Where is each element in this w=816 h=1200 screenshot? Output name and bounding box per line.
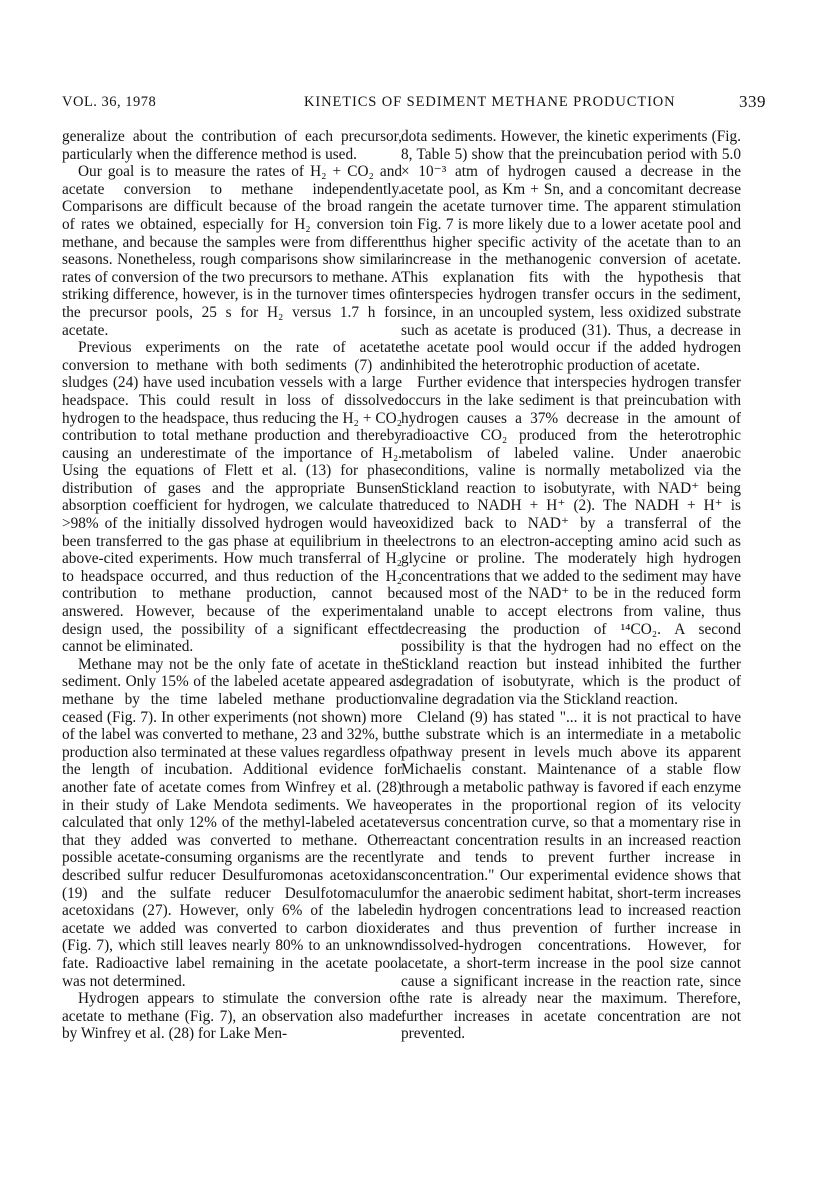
paragraph-continued: generalize about the contribution of each precursor, particularly when the difference method is used. bbox=[62, 128, 402, 163]
paragraph: Further evidence that interspecies hydrogen transfer occurs in the lake sediment is that preincubation with hydrogen causes a 37% decrease in the amount of radioactive CO₂ produced from the heterotrophic metabolism of labeled valine. Under anaerobic conditions, valine is normally metabolized via the Stickland reaction to isobutyrate, with NAD⁺ being reduced to NADH + H⁺ (2). The NADH + H⁺ is oxidized back to NAD⁺ by a transferral of the electrons to an electron-accepting amino acid such as glycine or proline. The moderately high hydrogen concentrations that we added to the sediment may have caused most of the NAD⁺ to be in the reduced form and unable to accept electrons from valine, thus decreasing the production of ¹⁴CO₂. A second possibility is that the hydrogen had no effect on the Stickland reaction but instead inhibited the further degradation of isobutyrate, which is the product of valine degradation via the Stickland reaction. bbox=[401, 374, 741, 708]
running-header bbox=[62, 94, 766, 118]
volume-label: VOL. 36, 1978 bbox=[62, 94, 157, 110]
left-column bbox=[62, 128, 402, 1043]
paragraph: Methane may not be the only fate of acetate in the sediment. Only 15% of the labeled acetate appeared as methane by the time labeled methane production ceased (Fig. 7). In other experiments (not shown) more of the label was converted to methane, 23 and 32%, but production also terminated at these values regardless of the length of incubation. Additional evidence for another fate of acetate comes from Winfrey et al. (28) in their study of Lake Mendota sediments. We have calculated that only 12% of the methyl-labeled acetate that they added was converted to methane. Other possible acetate-consuming organisms are the recently described sulfur reducer Desulfuromonas acetoxidans (19) and the sulfate reducer Desulfotomaculum acetoxidans (27). However, only 6% of the labeled acetate we added was converted to carbon dioxide (Fig. 7), which still leaves nearly 80% to an unknown fate. Radioactive label remaining in the acetate pool was not determined. bbox=[62, 655, 402, 990]
right-column bbox=[401, 128, 741, 1043]
paragraph: Our goal is to measure the rates of H₂ + CO₂ and acetate conversion to methane independently. Comparisons are difficult because of the broad range of rates we obtained, especially for H₂ conversion to methane, and because the samples were from different seasons. Nonetheless, rough comparisons show similar rates of conversion of the two precursors to methane. A striking difference, however, is in the turnover times of the precursor pools, 25 s for H₂ versus 1.7 h for acetate. bbox=[62, 163, 402, 339]
paragraph-continued: dota sediments. However, the kinetic experiments (Fig. 8, Table 5) show that the preincubation period with 5.0 × 10⁻³ atm of hydrogen caused a decrease in the acetate pool, as Km + Sn, and a concomitant decrease in the acetate turnover time. The apparent stimulation in Fig. 7 is more likely due to a lower acetate pool and thus higher specific activity of the acetate than to an increase in the methanogenic conversion of acetate. This explanation fits with the hypothesis that interspecies hydrogen transfer occurs in the sediment, since, in an uncoupled system, less oxidized substrate such as acetate is produced (31). Thus, a decrease in the acetate pool would occur if the added hydrogen inhibited the heterotrophic production of acetate. bbox=[401, 128, 741, 374]
running-title: KINETICS OF SEDIMENT METHANE PRODUCTION bbox=[304, 94, 676, 110]
paragraph: Cleland (9) has stated "... it is not practical to have the substrate which is an intermediate in a metabolic pathway present in levels much above its apparent Michaelis constant. Maintenance of a stable flow through a metabolic pathway is favored if each enzyme operates in the proportional region of its velocity versus concentration curve, so that a momentary rise in reactant concentration results in an increased reaction rate and tends to prevent further increase in concentration." Our experimental evidence shows that for the anaerobic sediment habitat, short-term increases in hydrogen concentrations lead to increased reaction rates and thus prevention of further increase in dissolved-hydrogen concentrations. However, for acetate, a short-term increase in the pool size cannot cause a significant increase in the reaction rate, since the rate is already near the maximum. Therefore, further increases in acetate concentration are not prevented. bbox=[401, 708, 741, 1043]
paragraph: Previous experiments on the rate of acetate conversion to methane with both sediments (7) and sludges (24) have used incubation vessels with a large headspace. This could result in loss of dissolved hydrogen to the headspace, thus reducing the H₂ + CO₂ contribution to total methane production and thereby causing an underestimate of the importance of H₂. Using the equations of Flett et al. (13) for phase distribution of gases and the appropriate Bunsen absorption coefficient for hydrogen, we calculate that >98% of the initially dissolved hydrogen would have been transferred to the gas phase at equilibrium in the above-cited experiments. How much transferral of H₂ to headspace occurred, and thus reduction of the H₂ contribution to methane production, cannot be answered. However, because of the experimental design used, the possibility of a significant effect cannot be eliminated. bbox=[62, 339, 402, 656]
page-number: 339 bbox=[739, 92, 766, 111]
paragraph: Hydrogen appears to stimulate the conversion of acetate to methane (Fig. 7), an observation also made by Winfrey et al. (28) for Lake Men- bbox=[62, 990, 402, 1043]
